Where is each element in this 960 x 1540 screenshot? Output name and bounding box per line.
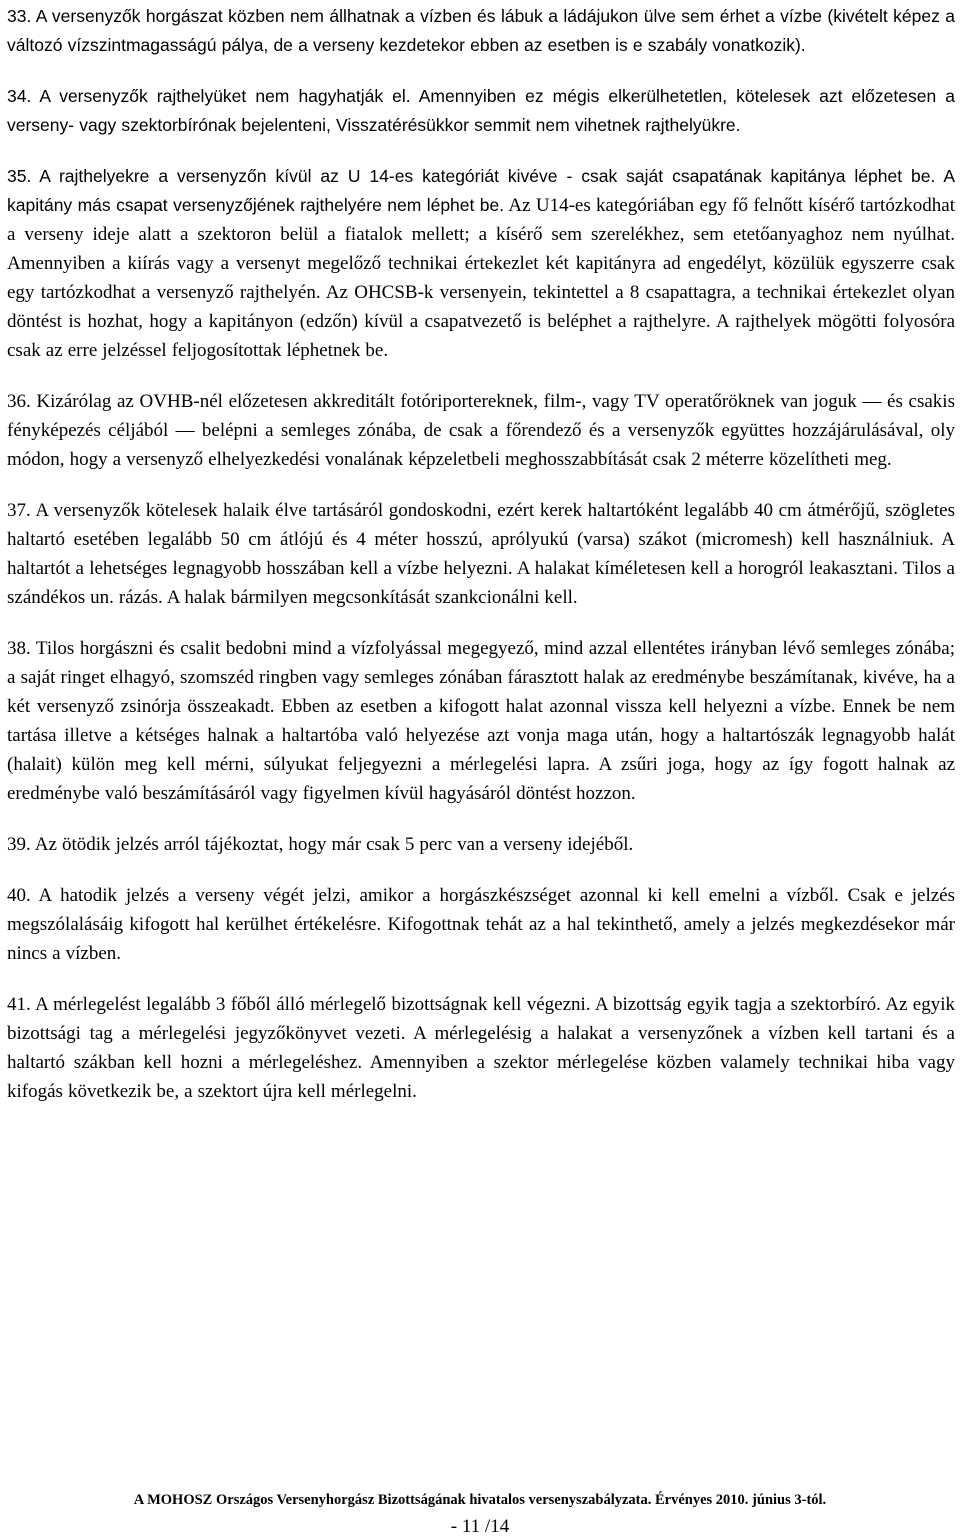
paragraph-37-text: 37. A versenyzők kötelesek halaik élve tartásáról gondoskodni, ezért kerek haltartóként legalább 40 cm átmérőjű, szögletes haltartó esetében legalább 50 cm átlójú és 4 méter hosszú, aprólyukú (varsa) szákot (micromesh) kell használniuk. A haltartót a lehetséges legnagyobb hosszában kell a vízbe helyezni. A halakat kíméletesen kell a horogról leakasztani. Tilos a szándékos un. rázás. A halak bármilyen megcsonkítását szankcionálni kell.	[7, 500, 955, 608]
paragraph-40	[7, 881, 955, 968]
page-footer	[0, 1490, 960, 1540]
paragraph-41-text: 41. A mérlegelést legalább 3 főből álló mérlegelő bizottságnak kell végezni. A bizottság egyik tagja a szektorbíró. Az egyik bizottsági tag a mérlegelési jegyzőkönyvet vezeti. A mérlegelésig a halakat a versenyzőnek a vízben kell tartani és a haltartó szákban kell hozni a mérlegeléshez. Amennyiben a szektor mérlegelése közben valamely technikai hiba vagy kifogás következik be, a szektort újra kell mérlegelni.	[7, 994, 955, 1102]
paragraph-36-text: 36. Kizárólag az OVHB-nél előzetesen akkreditált fotóriportereknek, film-, vagy TV operatőröknek van joguk — és csakis fényképezés céljából — belépni a semleges zónába, de csak a főrendező és a versenyzők együttes hozzájárulásával, oly módon, hogy a versenyző elhelyezkedési vonalának képzeletbeli meghosszabbítását csak 2 méterre közelítheti meg.	[7, 391, 955, 470]
paragraph-39-text: 39. Az ötödik jelzés arról tájékoztat, hogy már csak 5 perc van a verseny idejéből.	[7, 834, 634, 855]
footer-notice: A MOHOSZ Országos Versenyhorgász Bizottságának hivatalos versenyszabályzata. Érvényes 2010. június 3-tól.	[133, 1492, 827, 1508]
document-page	[7, 0, 955, 1128]
paragraph-41	[7, 990, 955, 1106]
paragraph-35	[7, 162, 955, 365]
paragraph-35-text-part-2: Az U14-es kategóriában egy fő felnőtt kísérő tartózkodhat a verseny ideje alatt a szektoron belül a fiatalok mellett; a kísérő sem szerelékhez, sem etetőanyaghoz nem nyúlhat. Amennyiben a kiírás vagy a versenyt megelőző technikai értekezlet két kapitányra ad engedélyt, közülük egyszerre csak egy tartózkodhat a versenyző rajthelyén. Az OHCSB-k versenyein, tekintettel a 8 csapattagra, a technikai értekezlet olyan döntést is hozhat, hogy a kapitányon (edzőn) kívül a csapatvezető is beléphet a rajthelyre. A rajthelyek mögötti folyosóra csak az erre jelzéssel feljogosítottak léphetnek be.	[7, 195, 955, 361]
paragraph-40-text: 40. A hatodik jelzés a verseny végét jelzi, amikor a horgászkészséget azonnal ki kell emelni a vízből. Csak e jelzés megszólalásáig kifogott hal kerülhet értékelésre. Kifogottnak tehát az a hal tekinthető, amely a jelzés megkezdésekor már nincs a vízben.	[7, 885, 955, 964]
paragraph-36	[7, 387, 955, 474]
paragraph-34	[7, 82, 955, 140]
paragraph-38	[7, 634, 955, 808]
paragraph-33-text: 33. A versenyzők horgászat közben nem állhatnak a vízben és lábuk a ládájukon ülve sem érhet a vízbe (kivételt képez a változó vízszintmagasságú pálya, de a verseny kezdetekor ebben az esetben is e szabály vonatkozik).	[7, 6, 955, 55]
paragraph-33	[7, 2, 955, 60]
paragraph-35-text-part-1: 35. A rajthelyekre a versenyzőn kívül az U 14-es kategóriát kivéve - csak saját csapatának kapitánya léphet be. A kapitány más csapat versenyzőjének rajthelyére nem léphet be.	[7, 166, 955, 215]
paragraph-38-text: 38. Tilos horgászni és csalit bedobni mind a vízfolyással megegyező, mind azzal ellentétes irányban lévő semleges zónába; a saját ringet elhagyó, szomszéd ringben vagy semleges zónában fárasztott halak az eredménybe beszámítanak, kivéve, ha a két versenyző zsinórja összeakadt. Ebben az esetben a kifogott halat azonnal vissza kell helyezni a vízbe. Ennek be nem tartása illetve a kétséges halnak a haltartóba való helyezése azt vonja maga után, hogy a haltartószák legnagyobb halát (halait) külön meg kell mérni, súlyukat feljegyezni a mérlegelési lapra. A zsűri joga, hogy az így fogott halnak az eredménybe való beszámításáról vagy figyelmen kívül hagyásáról döntést hozzon.	[7, 638, 955, 804]
paragraph-34-text: 34. A versenyzők rajthelyüket nem hagyhatják el. Amennyiben ez mégis elkerülhetetlen, kötelesek azt előzetesen a verseny- vagy szektorbírónak bejelenteni, Visszatérésükkor semmit nem vihetnek rajthelyükre.	[7, 86, 955, 135]
page-number: - 11 /14	[450, 1516, 510, 1537]
paragraph-37	[7, 496, 955, 612]
paragraph-39	[7, 830, 955, 859]
